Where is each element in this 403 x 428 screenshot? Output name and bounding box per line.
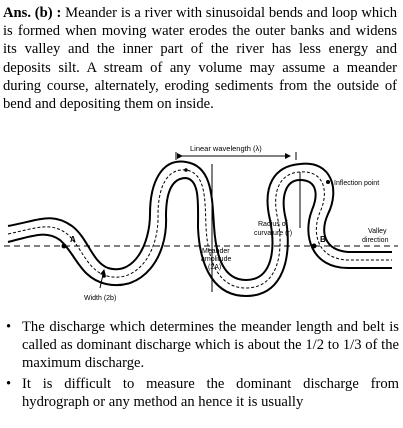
river-inner-bank [8, 178, 392, 296]
bullet-list [0, 318, 403, 413]
amplitude-label-2: amplitude [201, 256, 232, 263]
point-b-label: B [320, 235, 326, 244]
width-arrow [100, 270, 104, 288]
radius-label-2 [254, 230, 292, 237]
valley-label: Valley [368, 228, 387, 235]
radius-label-line2: curvature (r) [254, 230, 293, 237]
valley-label-2: direction [362, 237, 389, 244]
inflection-dot-right [184, 168, 188, 172]
point-a-label: A [70, 235, 76, 244]
amplitude-label: Meander [202, 248, 230, 255]
point-a-marker [62, 244, 67, 249]
radius-label [258, 221, 288, 228]
amplitude-label-3: (2A) [208, 264, 222, 271]
inflection-point-marker [326, 180, 330, 184]
answer-paragraph [3, 4, 397, 113]
width-label: Width (2b) [84, 295, 117, 302]
wavelength-label: Linear wavelength (λ) [190, 144, 262, 153]
answer-text: Meander is a river with sinusoidal bends and loop which is formed when moving water erodes the outer banks and widens its valley and the inner part of the river has less energy and deposits silt. A stream of any volume may assume a meander during course, alternately, eroding sediments from the outside of bend and depositing them on inside. [3, 5, 398, 113]
point-b-marker [312, 244, 317, 249]
bullet-text: The discharge which determines the meander length and belt is called as dominant discharge which is about the 1/2 to 1/3 of the maximum discharge. [22, 319, 399, 372]
inflection-point-label: Inflection point [334, 180, 380, 187]
bullet-item [0, 318, 403, 373]
radius-label-line1: Radius of [258, 221, 288, 228]
bullet-dot: • [6, 319, 12, 335]
bullet-text: It is difficult to measure the dominant discharge from hydrograph or any method an hence it is usually [22, 375, 399, 410]
answer-label: Ans. (b) : [3, 5, 62, 21]
bullet-dot: • [6, 375, 12, 392]
bullet-item [0, 375, 403, 411]
river-centerline [8, 170, 392, 288]
meander-diagram [0, 140, 403, 315]
